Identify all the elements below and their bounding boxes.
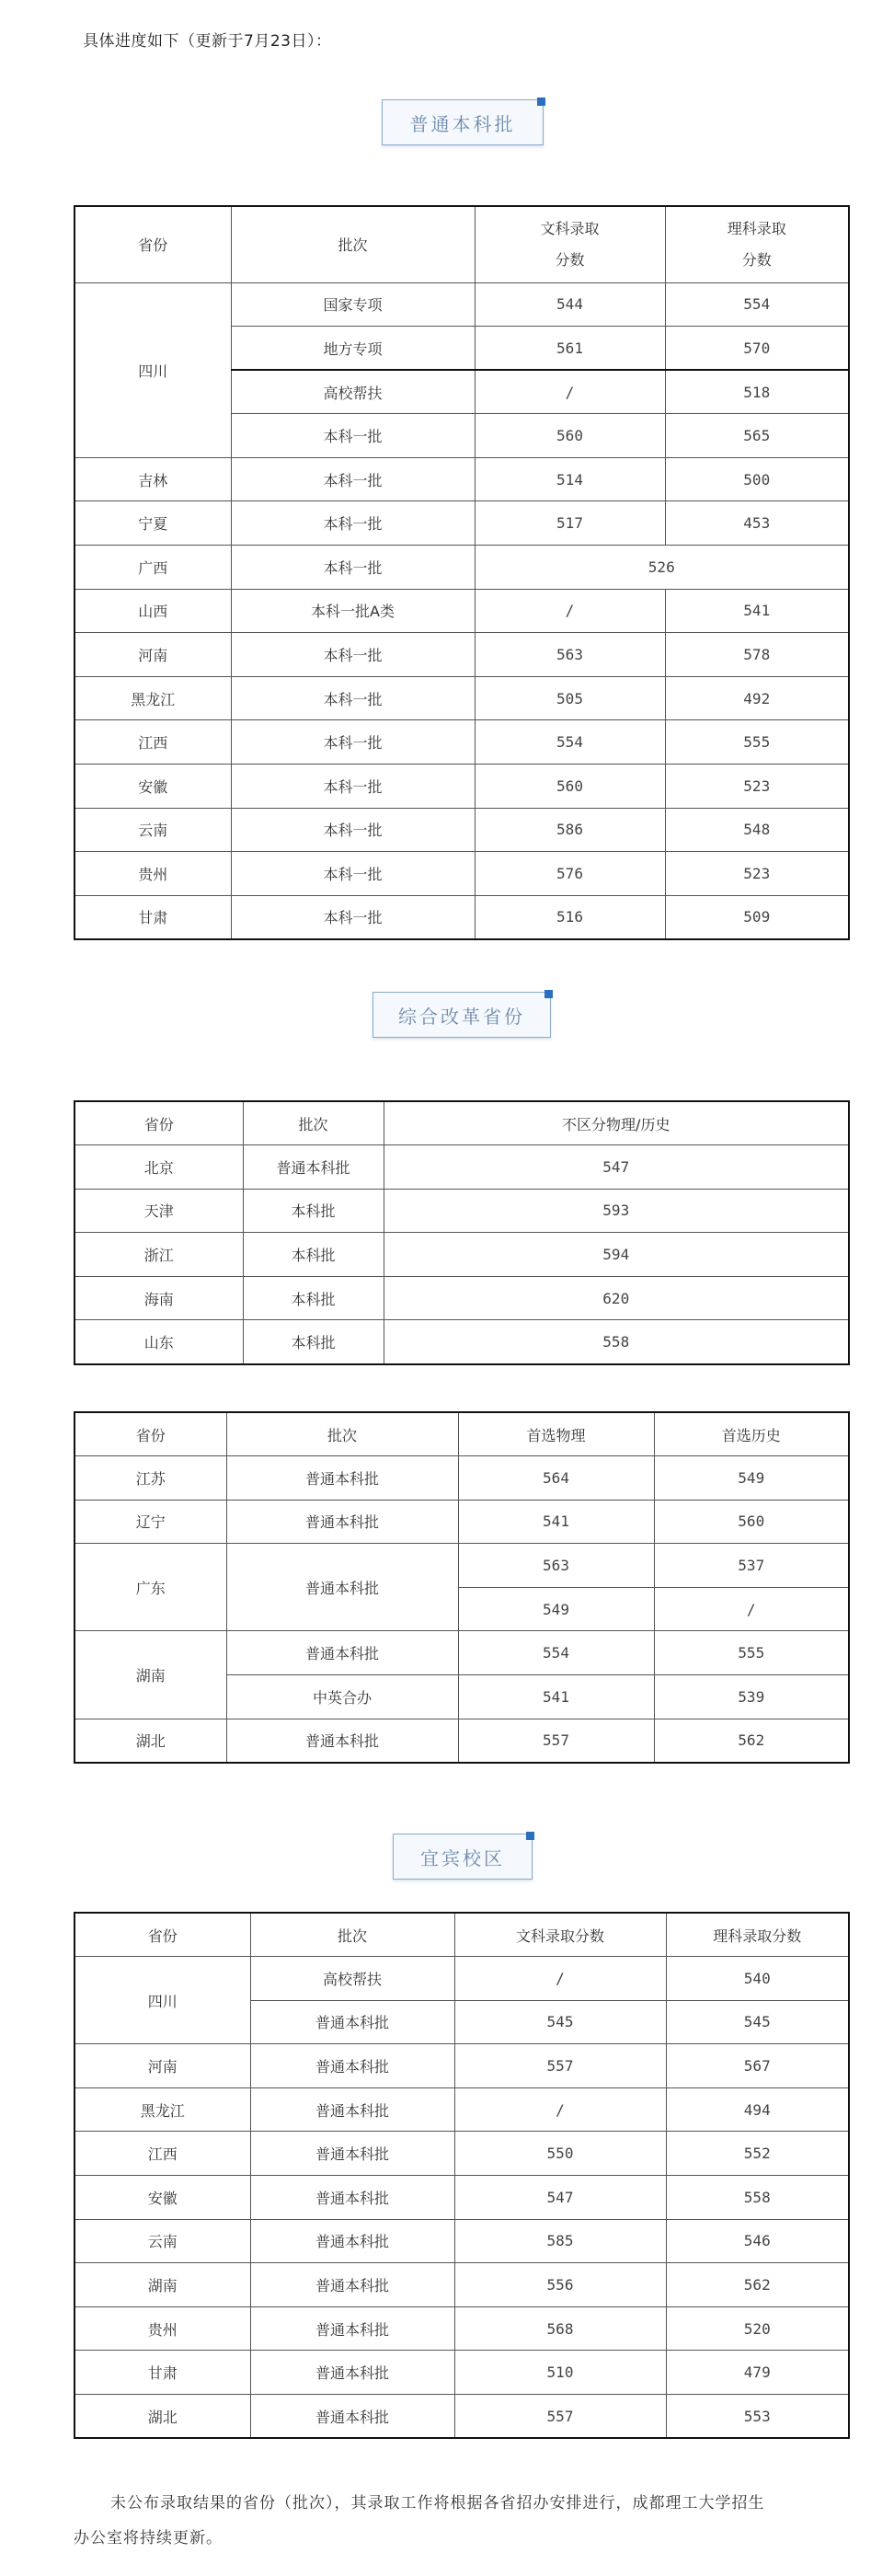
cell-batch: 本科一批A类 [231,589,475,633]
badge-corner-accent-icon [526,1832,534,1840]
cell-history: 549 [654,1456,849,1501]
cell-batch: 普通本科批 [243,1145,384,1190]
cell-batch: 普通本科批 [250,2306,454,2351]
table-row [74,2044,849,2088]
cell-science: 523 [665,852,849,896]
cell-province: 湖南 [74,1631,226,1719]
cell-batch: 普通本科批 [250,2000,454,2044]
intro-text: 具体进度如下（更新于7月23日）： [83,32,332,51]
cell-province: 宁夏 [74,501,231,546]
cell-arts: 514 [475,457,665,501]
cell-batch: 普通本科批 [226,1631,458,1675]
cell-arts: 557 [454,2395,666,2439]
header-history: 首选历史 [654,1412,849,1456]
cell-province: 广西 [74,546,231,590]
cell-history: 562 [654,1719,849,1763]
header-batch: 批次 [226,1412,458,1456]
cell-science: 520 [666,2306,849,2351]
cell-province: 云南 [74,2219,250,2263]
cell-score: 558 [384,1320,849,1364]
cell-arts: 586 [475,808,665,852]
cell-science: 554 [665,282,849,327]
table-row [74,1189,849,1233]
cell-batch: 本科一批 [231,633,475,677]
cell-science: 509 [665,895,849,939]
cell-province: 甘肃 [74,2351,250,2395]
cell-science: 553 [666,2395,849,2439]
cell-batch: 本科批 [243,1189,384,1233]
cell-batch: 普通本科批 [250,2219,454,2263]
section-title-reform [372,992,551,1038]
cell-batch: 本科一批 [231,852,475,896]
cell-province: 贵州 [74,852,231,896]
table-row [74,895,849,939]
cell-province: 浙江 [74,1233,243,1277]
cell-province: 湖北 [74,2395,250,2439]
cell-arts: 516 [475,895,665,939]
table-row [74,2351,849,2395]
table-row [74,633,849,677]
table-row [74,676,849,720]
cell-arts: / [475,370,665,414]
cell-batch: 本科批 [243,1233,384,1277]
cell-batch: 本科批 [243,1276,384,1320]
cell-arts: / [454,2087,666,2132]
cell-province: 四川 [74,1957,250,2044]
cell-province: 吉林 [74,457,231,501]
cell-arts: 544 [475,282,665,327]
table-row [74,720,849,765]
section-title-regular [382,99,544,145]
cell-batch: 本科一批 [231,676,475,720]
cell-score: 593 [384,1189,849,1233]
cell-arts: / [475,589,665,633]
table-row [74,501,849,546]
cell-batch: 普通本科批 [250,2087,454,2132]
cell-batch: 普通本科批 [226,1544,458,1631]
cell-province: 安徽 [74,765,231,809]
cell-province: 广东 [74,1544,226,1631]
cell-province: 甘肃 [74,895,231,939]
cell-province: 湖北 [74,1719,226,1763]
cell-arts: 545 [454,2000,666,2044]
cell-arts: 547 [454,2176,666,2220]
cell-batch: 本科一批 [231,414,475,458]
cell-physics: 541 [458,1675,654,1719]
header-province: 省份 [74,1101,243,1145]
regular-batch-table [74,205,850,940]
table-header-row [74,1412,849,1456]
cell-province: 河南 [74,2044,250,2088]
cell-batch: 高校帮扶 [250,1957,454,2001]
cell-combined-score: 526 [475,546,849,590]
cell-science: 494 [666,2087,849,2132]
cell-history: 539 [654,1675,849,1719]
footer-note [74,2486,848,2556]
cell-arts: 568 [454,2306,666,2351]
table-row [74,1276,849,1320]
table-row [74,2087,849,2132]
table-header-row [74,1913,849,1957]
cell-batch: 普通本科批 [250,2176,454,2220]
table-row [74,1320,849,1364]
cell-science: 570 [665,327,849,371]
table-row [74,808,849,852]
cell-batch: 本科一批 [231,457,475,501]
table-row [74,546,849,590]
cell-arts: 576 [475,852,665,896]
cell-arts: 505 [475,676,665,720]
cell-science: 548 [665,808,849,852]
header-score: 不区分物理/历史 [384,1101,849,1145]
table-row [74,1719,849,1763]
header-province: 省份 [74,1412,226,1456]
cell-province: 黑龙江 [74,2087,250,2132]
cell-province: 贵州 [74,2306,250,2351]
cell-province: 山西 [74,589,231,633]
cell-arts: 554 [475,720,665,765]
cell-batch: 地方专项 [231,327,475,371]
cell-arts: 560 [475,765,665,809]
cell-batch: 普通本科批 [226,1500,458,1544]
cell-batch: 普通本科批 [226,1719,458,1763]
section-title-yibin [393,1834,533,1880]
cell-physics: 564 [458,1456,654,1501]
cell-score: 547 [384,1145,849,1190]
cell-province: 湖南 [74,2263,250,2307]
header-science-score: 理科录取分数 [666,1913,849,1957]
cell-science: 523 [665,765,849,809]
cell-province: 天津 [74,1189,243,1233]
cell-arts: 560 [475,414,665,458]
table-row [74,1631,849,1675]
cell-history: / [654,1587,849,1631]
cell-science: 565 [665,414,849,458]
cell-batch: 普通本科批 [250,2351,454,2395]
cell-province: 四川 [74,282,231,457]
cell-science: 541 [665,589,849,633]
cell-science: 479 [666,2351,849,2395]
cell-province: 辽宁 [74,1500,226,1544]
cell-science: 500 [665,457,849,501]
badge-corner-accent-icon [544,990,553,998]
table-row [74,1456,849,1501]
header-batch: 批次 [250,1913,454,1957]
table-row [74,2263,849,2307]
header-science-score: 理科录取 分数 [665,206,849,282]
cell-province: 北京 [74,1145,243,1190]
cell-science: 540 [666,1957,849,2001]
table-row [74,2306,849,2351]
cell-batch: 普通本科批 [250,2132,454,2176]
cell-score: 620 [384,1276,849,1320]
table-row [74,1500,849,1544]
cell-physics: 541 [458,1500,654,1544]
cell-science: 562 [666,2263,849,2307]
cell-province: 江西 [74,720,231,765]
cell-batch: 本科一批 [231,720,475,765]
cell-science: 567 [666,2044,849,2088]
cell-province: 海南 [74,1276,243,1320]
cell-physics: 549 [458,1587,654,1631]
cell-batch: 本科一批 [231,895,475,939]
cell-science: 518 [665,370,849,414]
cell-batch: 国家专项 [231,282,475,327]
cell-batch: 普通本科批 [250,2044,454,2088]
cell-physics: 554 [458,1631,654,1675]
section-title-regular-label: 普通本科批 [409,112,516,135]
cell-science: 555 [665,720,849,765]
cell-science: 578 [665,633,849,677]
cell-batch: 普通本科批 [226,1456,458,1501]
cell-province: 江苏 [74,1456,226,1501]
cell-arts: 517 [475,501,665,546]
cell-arts: 561 [475,327,665,371]
footer-line-1: 未公布录取结果的省份（批次），其录取工作将根据各省招办安排进行，成都理工大学招生 [110,2494,765,2513]
table-row [74,1233,849,1277]
table-row [74,2395,849,2439]
cell-arts: 557 [454,2044,666,2088]
table-row [74,2219,849,2263]
cell-physics: 557 [458,1719,654,1763]
table-row [74,1145,849,1190]
reform-unified-table [74,1100,850,1365]
table-row [74,1544,849,1588]
cell-science: 453 [665,501,849,546]
cell-batch: 普通本科批 [250,2263,454,2307]
cell-science: 552 [666,2132,849,2176]
cell-physics: 563 [458,1544,654,1588]
cell-arts: 510 [454,2351,666,2395]
cell-history: 560 [654,1500,849,1544]
table-row [74,589,849,633]
cell-batch: 本科一批 [231,501,475,546]
footer-line-2: 办公室将持续更新。 [74,2529,223,2547]
cell-batch: 本科批 [243,1320,384,1364]
cell-science: 545 [666,2000,849,2044]
section-title-reform-label: 综合改革省份 [398,1005,525,1028]
cell-batch: 普通本科批 [250,2395,454,2439]
cell-province: 山东 [74,1320,243,1364]
cell-batch: 本科一批 [231,546,475,590]
header-arts-score: 文科录取 分数 [475,206,665,282]
header-arts-score: 文科录取分数 [454,1913,666,1957]
header-physics: 首选物理 [458,1412,654,1456]
table-row [74,457,849,501]
table-row [74,1957,849,2001]
cell-science: 492 [665,676,849,720]
cell-province: 河南 [74,633,231,677]
cell-province: 黑龙江 [74,676,231,720]
cell-arts: 563 [475,633,665,677]
table-row [74,852,849,896]
table-row [74,2176,849,2220]
cell-batch: 本科一批 [231,765,475,809]
table-row [74,2132,849,2176]
section-title-yibin-label: 宜宾校区 [420,1846,505,1869]
cell-science: 558 [666,2176,849,2220]
cell-arts: 585 [454,2219,666,2263]
header-batch: 批次 [231,206,475,282]
cell-province: 安徽 [74,2176,250,2220]
header-province: 省份 [74,206,231,282]
cell-batch: 中英合办 [226,1675,458,1719]
cell-history: 555 [654,1631,849,1675]
cell-arts: 550 [454,2132,666,2176]
table-row [74,765,849,809]
yibin-campus-table [74,1912,850,2439]
cell-history: 537 [654,1544,849,1588]
cell-science: 546 [666,2219,849,2263]
header-province: 省份 [74,1913,250,1957]
badge-corner-accent-icon [537,98,545,106]
table-row [74,282,849,327]
cell-province: 云南 [74,808,231,852]
cell-batch: 本科一批 [231,808,475,852]
table-header-row [74,1101,849,1145]
cell-arts: / [454,1957,666,2001]
cell-score: 594 [384,1233,849,1277]
reform-subject-table [74,1411,850,1764]
cell-batch: 高校帮扶 [231,370,475,414]
cell-arts: 556 [454,2263,666,2307]
cell-province: 江西 [74,2132,250,2176]
header-batch: 批次 [243,1101,384,1145]
table-header-row [74,206,849,282]
